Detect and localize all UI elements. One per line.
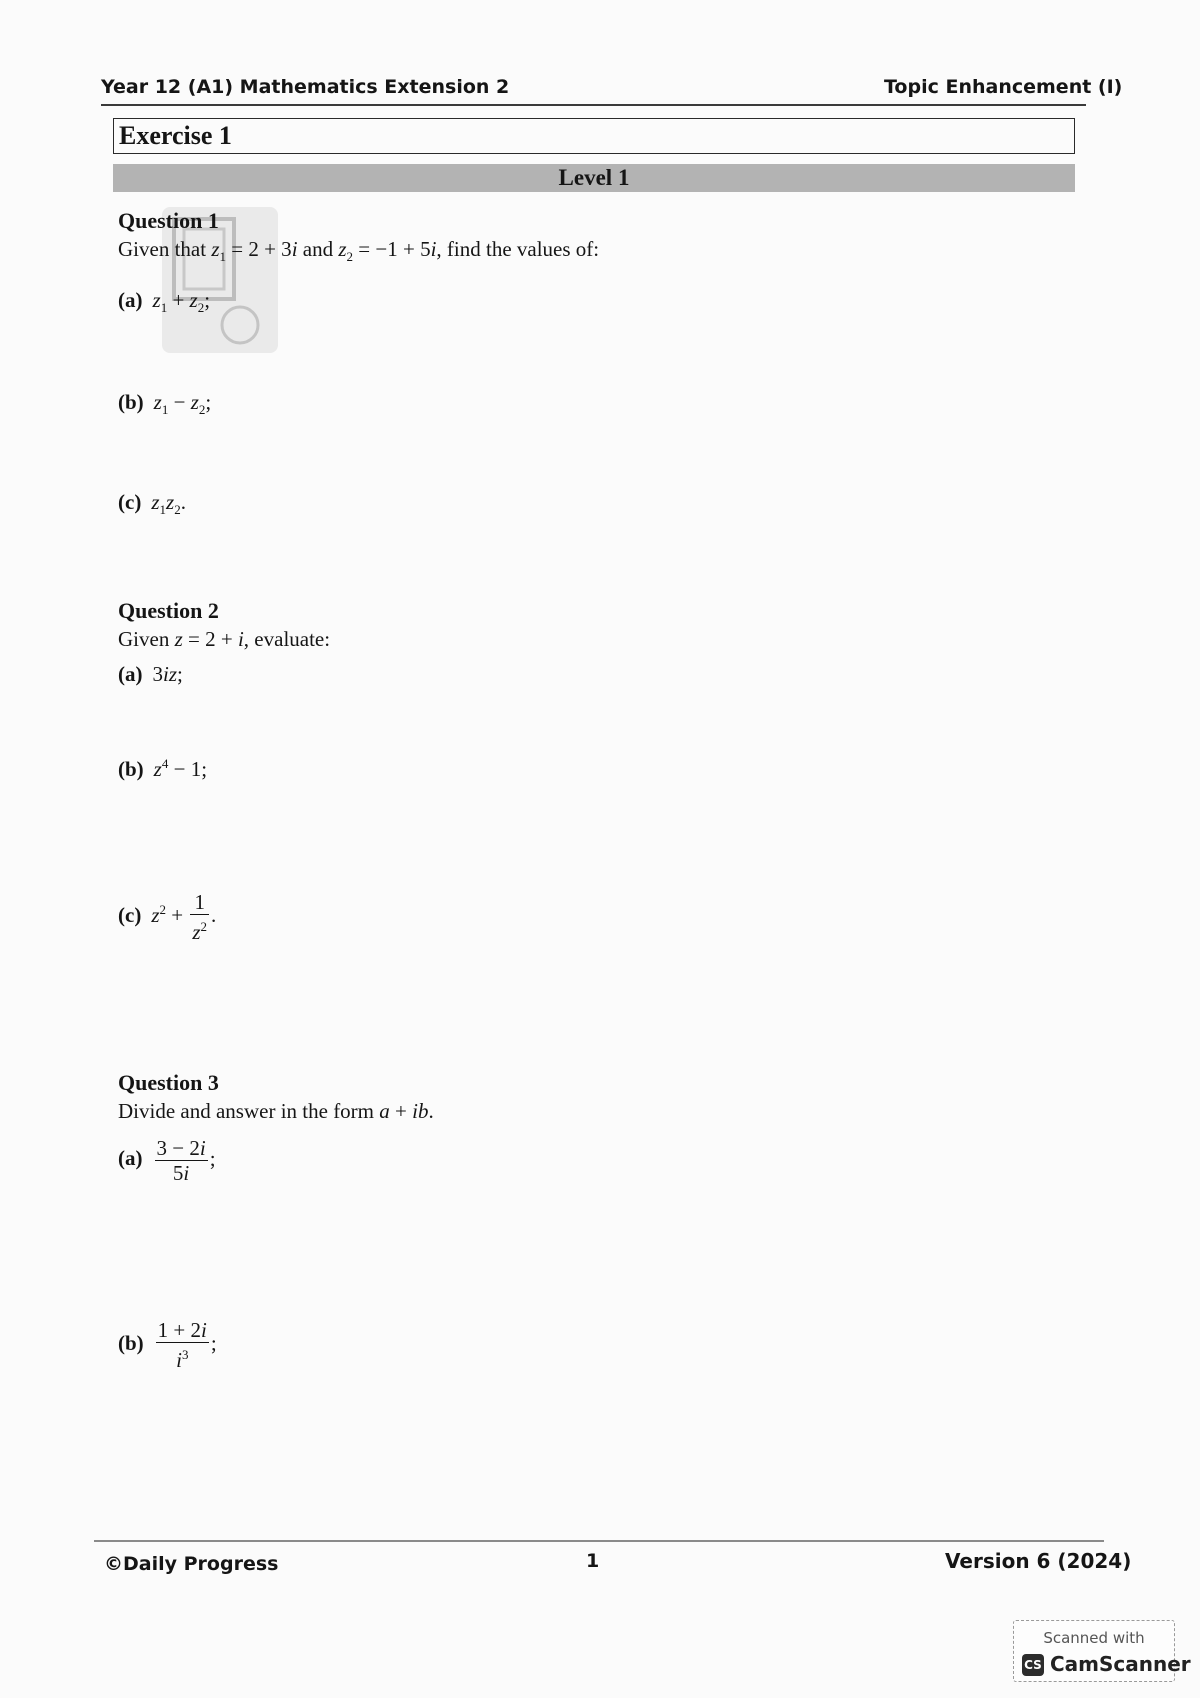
camscanner-line2: CamScanner: [1050, 1652, 1191, 1676]
q2-part-b-label: (b): [118, 757, 144, 781]
camscanner-watermark: [1013, 1620, 1191, 1682]
question-3-part-b: (b) $\frac{1 + 2i}{i^3}$ ;: [118, 1318, 217, 1372]
question-3-title: Question 3: [118, 1070, 219, 1095]
camscanner-line1: Scanned with: [1043, 1629, 1145, 1647]
q1-intro-text-b: , find the values of:: [436, 237, 600, 261]
q2-part-c-label: (c): [118, 902, 142, 927]
question-3-part-a: (a) $\frac{3 - 2i}{5i}$ ;: [118, 1136, 216, 1185]
q3-intro-text: Divide and answer in the form: [118, 1099, 375, 1123]
q1-part-c-label: (c): [118, 490, 142, 514]
question-1: [118, 208, 599, 265]
question-1-intro: Given that $z_1 = 2 + 3i$ and $z_2 = -1 + 5i$, find the values of:: [118, 237, 600, 265]
question-3-intro: Divide and answer in the form a + ib.: [118, 1099, 434, 1123]
question-2-intro: Given z = 2 + i, evaluate:: [118, 627, 331, 651]
question-1-part-a: (a) $z_1 + z_2$;: [118, 288, 211, 316]
question-2-part-b: (b) $z^4 - 1$;: [118, 756, 208, 781]
question-2-title: Question 2: [118, 598, 219, 623]
header-divider: [101, 104, 1086, 106]
footer-copyright: ©Daily Progress: [104, 1553, 279, 1575]
footer-divider: [94, 1540, 1104, 1542]
footer-page-number: 1: [586, 1550, 600, 1572]
header-course-title: Year 12 (A1) Mathematics Extension 2: [101, 76, 510, 98]
question-1-title: Question 1: [118, 208, 219, 233]
q3-part-a-fraction: $\frac{3 - 2i}{5i}$: [156, 1136, 206, 1185]
level-banner: [113, 164, 1075, 192]
q2-part-c-fraction: $\frac{1}{z^2}$: [192, 890, 208, 944]
exercise-box: [113, 118, 1075, 154]
level-title: Level 1: [558, 165, 630, 190]
exercise-title: Exercise 1: [119, 121, 232, 150]
camscanner-logo-icon: CS: [1022, 1654, 1044, 1676]
q2-intro-text-a: Given: [118, 627, 170, 651]
question-1-part-b: (b) $z_1 - z_2$;: [118, 390, 212, 418]
q3-part-b-fraction: $\frac{1 + 2i}{i^3}$: [157, 1318, 207, 1372]
header-topic: Topic Enhancement (I): [884, 76, 1123, 98]
q1-intro-text-a: Given that: [118, 237, 207, 261]
q3-part-a-label: (a): [118, 1146, 143, 1171]
q2-intro-text-b: , evaluate:: [243, 627, 331, 651]
question-2: [118, 598, 330, 652]
q2-part-a-label: (a): [118, 662, 143, 686]
question-3: [118, 1070, 434, 1124]
question-2-part-a: (a) 3iz;: [118, 662, 183, 686]
q1-intro-and: and: [302, 237, 334, 261]
footer-version: Version 6 (2024): [945, 1549, 1132, 1573]
question-1-part-c: (c) $z_1z_2$.: [118, 490, 186, 518]
q1-part-b-label: (b): [118, 390, 144, 414]
q1-part-a-label: (a): [118, 288, 143, 312]
question-2-part-c: (c) $z^2$ + $\frac{1}{z^2}$ .: [118, 890, 217, 944]
q3-part-b-label: (b): [118, 1330, 144, 1355]
